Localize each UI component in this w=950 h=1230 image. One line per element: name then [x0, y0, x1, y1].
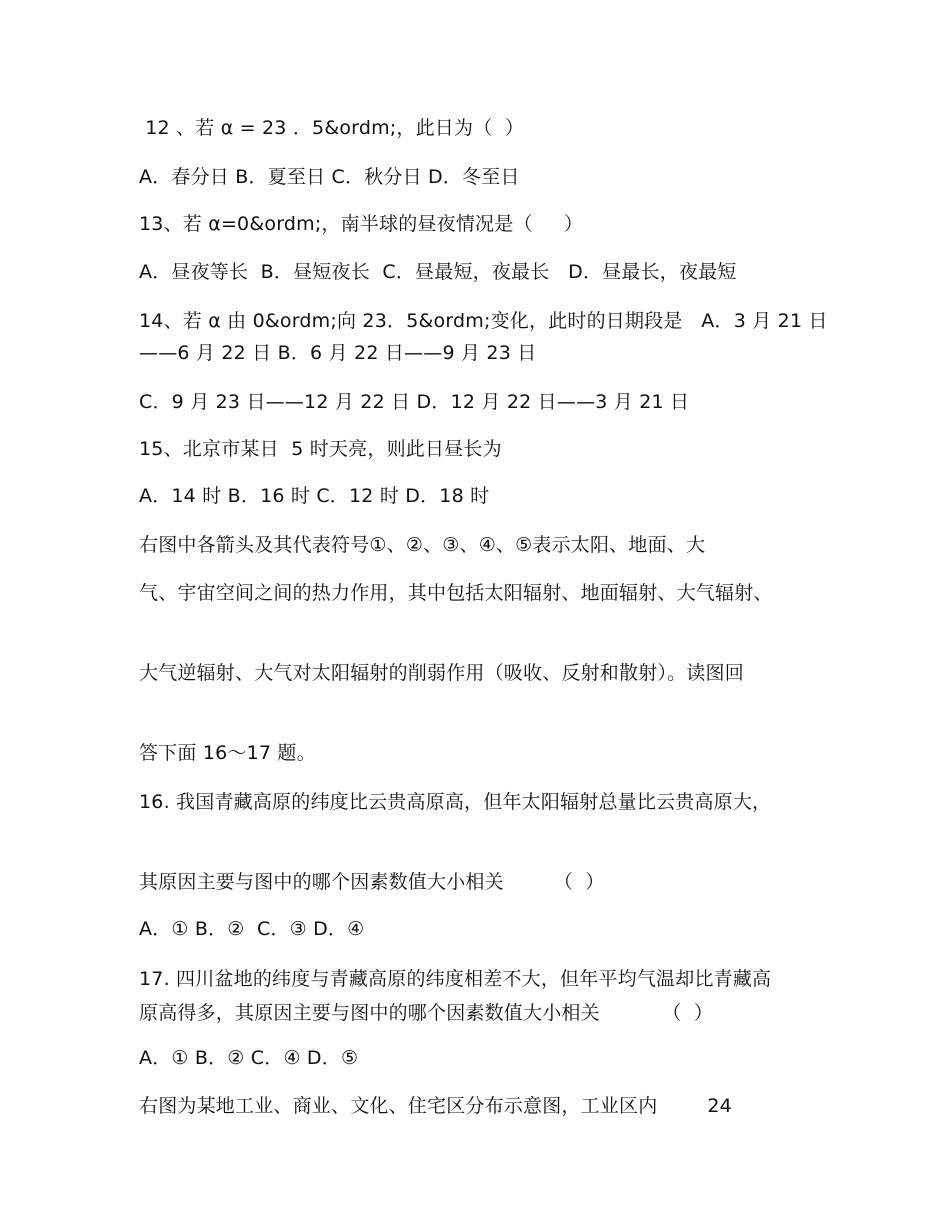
passage-line-1: 右图中各箭头及其代表符号①、②、③、④、⑤表示太阳、地面、大: [139, 534, 706, 556]
question-15-options: A．14 时 B．16 时 C．12 时 D．18 时: [139, 485, 490, 507]
passage-next: 右图为某地工业、商业、文化、住宅区分布示意图，工业区内 24: [139, 1095, 732, 1117]
question-17: 17. 四川盆地的纬度与青藏高原的纬度相差不大，但年平均气温却比青藏高原高得多，其原因主要与图中的哪个因素数值大小相关 （ ）: [139, 968, 772, 1024]
passage-line-3: 大气逆辐射、大气对太阳辐射的削弱作用（吸收、反射和散射）。读图回: [139, 662, 744, 684]
question-12-options: A．春分日 B．夏至日 C．秋分日 D．冬至日: [139, 166, 520, 188]
question-14-options: C．9 月 23 日——12 月 22 日 D．12 月 22 日——3 月 21 日: [139, 391, 690, 413]
question-13-options: A．昼夜等长 B．昼短夜长 C．昼最短，夜最长 D．昼最长，夜最短: [139, 261, 737, 283]
question-14: 14、若 α 由 0&ordm;向 23．5&ordm;变化，此时的日期段是 A．3 月 21 日——6 月 22 日 B．6 月 22 日——9 月 23 日: [139, 310, 828, 364]
question-16: 16. 我国青藏高原的纬度比云贵高原高，但年太阳辐射总量比云贵高原大，: [139, 791, 772, 813]
question-16-continued: 其原因主要与图中的哪个因素数值大小相关 （ ）: [139, 871, 605, 893]
question-16-options: A．① B．② C．③ D．④: [139, 918, 365, 940]
question-13: 13、若 α=0&ordm;，南半球的昼夜情况是（ ）: [139, 213, 584, 235]
question-12: 12 、若 α = 23 ．5&ordm;，此日为（ ）: [139, 117, 525, 139]
question-15: 15、北京市某日 5 时天亮，则此日昼长为: [139, 438, 502, 460]
passage-line-4: 答下面 16～17 题。: [139, 742, 316, 764]
passage-line-2: 气、宇宙空间之间的热力作用，其中包括太阳辐射、地面辐射、大气辐射、: [139, 582, 773, 604]
question-17-options: A．① B．② C．④ D．⑤: [139, 1047, 359, 1069]
